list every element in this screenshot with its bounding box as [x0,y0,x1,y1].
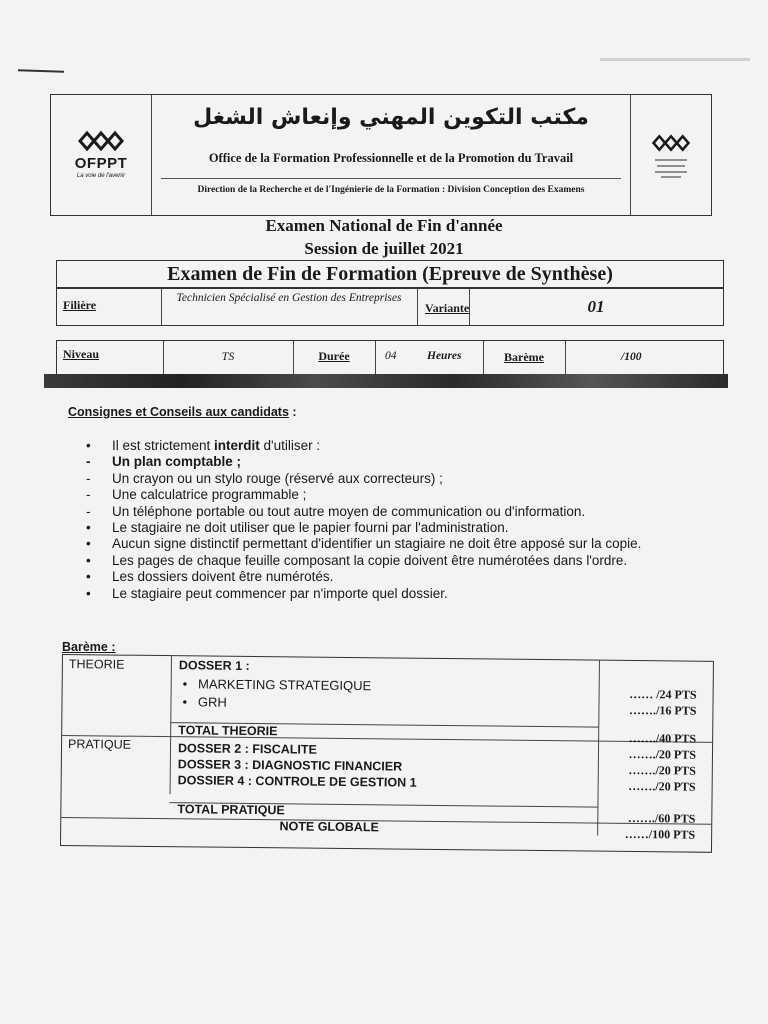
filiere-value: Technicien Spécialisé en Gestion des Entreprises [176,292,402,304]
points-grh: ……./16 PTS [629,702,697,718]
consignes-title: Consignes et Conseils aux candidats : [68,405,297,419]
variante-label: Variante [425,301,470,315]
consigne-item: • Les pages de chaque feuille composant la copie doivent être numérotées dans l'ordre. [86,552,628,568]
bareme-label: Barème [504,350,544,364]
ofppt-logo-right [630,95,711,215]
points-diagnostic: ……./20 PTS [628,762,696,778]
bullet-icon: • [86,569,91,585]
niveau-value: TS [221,349,235,363]
org-name: Office de la Formation Professionnelle et de la Promotion du Travail [161,151,621,179]
total-pratique-label: TOTAL PRATIQUE [177,802,285,818]
consigne-item: - Un plan comptable ; [86,454,242,470]
scan-dark-band [44,374,728,388]
note-globale-points: ……/100 PTS [624,826,696,842]
formation-title: Examen de Fin de Formation (Epreuve de Synthèse) [56,260,724,288]
total-theorie-label: TOTAL THEORIE [178,723,278,739]
consigne-item: • Le stagiaire peut commencer par n'importe quel dossier. [86,585,448,601]
ofppt-logo-left [51,95,152,215]
niveau-label: Niveau [63,347,99,361]
total-theorie-points: ……./40 PTS [628,730,697,746]
bullet-icon: • [86,438,91,453]
bareme-value: /100 [621,351,642,363]
theorie-label: THEORIE [68,657,125,672]
pratique-label: PRATIQUE [67,737,132,752]
ofppt-logo-icon [651,133,691,153]
ofppt-tagline: La voie de l'avenir [76,173,126,179]
exam-title: Examen National de Fin d'année [265,216,503,235]
bullet-icon: • [86,585,91,601]
consigne-item: - Une calculatrice programmable ; [86,487,307,503]
consigne-item: - Un téléphone portable ou tout autre moyen de communication ou d'information. [86,503,586,519]
duree-label: Durée [318,349,350,363]
dash-icon: - [86,454,91,470]
duree-value: 04 [385,350,397,362]
dash-icon: - [86,487,91,503]
exam-session: Session de juillet 2021 [304,239,464,258]
dash-icon: - [86,470,91,486]
ofppt-logo-icon [78,129,124,153]
bareme-table [60,654,714,853]
points-marketing: …… /24 PTS [629,686,697,702]
duree-unit: Heures [427,350,462,362]
bullet-icon: • [86,536,91,552]
dossier1-label: DOSSER 1 : [178,658,250,673]
niveau-row [56,340,724,378]
header-center [151,95,631,215]
consignes-list [86,438,726,602]
dossiers-pratique: DOSSER 2 : FISCALITE DOSSER 3 : DIAGNOSTIC FINANCIER DOSSIER 4 : CONTROLE DE GESTION 1 [177,741,417,790]
ofppt-acronym: OFPPT [74,155,128,172]
dossier1-item: • MARKETING STRATEGIQUE [182,676,372,694]
filiere-label: Filière [63,298,97,312]
bullet-icon: • [86,552,91,568]
direction-name: Direction de la Recherche et de l'Ingénierie de la Formation : Division Conception des Examens [197,185,585,195]
consigne-item: • Aucun signe distinctif permettant d'identifier un stagiaire ne doit être apposé sur la copie. [86,536,642,552]
consigne-item: • Il est strictement interdit d'utiliser : [86,438,321,453]
total-pratique-points: ……./60 PTS [627,810,696,826]
dash-icon: - [86,503,91,519]
consigne-item: - Un crayon ou un stylo rouge (réservé aux correcteurs) ; [86,470,443,486]
bareme-title: Barème : [62,640,116,654]
scan-smudge [600,58,750,61]
consigne-item: • Les dossiers doivent être numérotés. [86,569,334,585]
dossier1-item: • GRH [182,694,227,710]
arabic-logo-text-icon [651,157,691,179]
variante-value: 01 [587,297,605,316]
points-fiscalite: ……./20 PTS [628,746,697,762]
pen-stroke [18,69,64,73]
note-globale-label: NOTE GLOBALE [279,819,379,835]
header-box [50,94,712,216]
arabic-title: مكتب التكوين المهني وإنعاش الشغل [193,105,589,130]
filiere-row [56,288,724,326]
consigne-item: • Le stagiaire ne doit utiliser que le papier fourni par l'administration. [86,519,509,535]
bullet-icon: • [86,519,91,535]
points-controle: ……./20 PTS [628,778,696,794]
